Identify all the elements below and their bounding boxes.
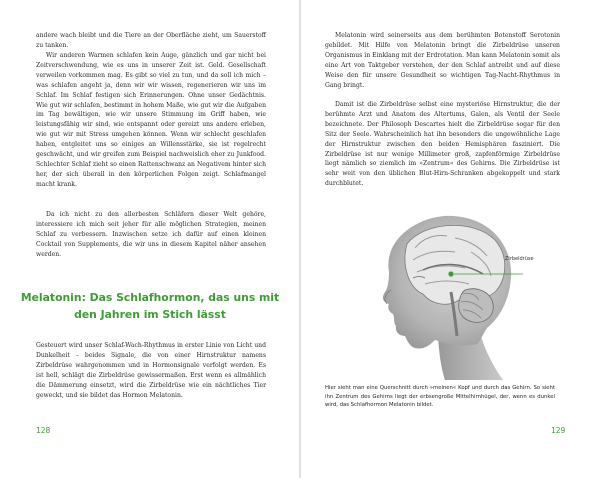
left-page — [0, 0, 299, 478]
figure-caption: Hier sieht man eine Querschnitt durch »meinen« Kopf und durch das Gehirn. So sieht ihn Zentrum des Gehirns liegt der erbsengroße Mittelhirnhügel, der, wenn es dunkel wird, das Schlafhormon Melatonin bildet. — [325, 385, 555, 409]
page-number-right: 129 — [551, 426, 566, 435]
brain-cross-section-illustration — [343, 208, 523, 380]
body-paragraph-3: Da ich nicht zu den allerbesten Schläfern dieser Welt gehöre, interessiere ich mich seit jeher für alle möglichen Strategien, meinen Schlaf zu verbessern. Inzwischen setze ich dafür auf einen kleinen Cocktail von Supplements, die wir uns in diesem Kapitel näher ansehen werden. — [36, 211, 266, 258]
body-paragraph-1: andere wach bleibt und die Tiere an der Oberfläche zieht, um Sauerstoff zu tanken. — [36, 32, 266, 49]
right-page — [301, 0, 600, 478]
body-paragraph-6: Damit ist die Zirbeldrüse selbst eine mysteriöse Hirnstruktur, die der berühmte Arzt und Anatom des Altertums, Galen, als Ventil der Seele bezeichnete. Der Philosoph Descartes hielt die Zirbeldrüse sogar für den Sitz der Seele. Wahrscheinlich hat ihn besonders die ungewöhnliche Lage der Hirnstruktur zwischen den beiden Hemisphären fasziniert. Die Zirbeldrüse ist nur wenige Millimeter groß, zapfenförmige Zirbeldrüse liegt nämlich so ziemlich im »Zentrum« des Gehirns. Die Zirbeldrüse ist sehr weit von den üblichen Blut-Hirn-Schranken abgekoppelt und stark durchblutet. — [325, 101, 560, 188]
body-paragraph-5: Melatonin wird seinerseits aus dem berühmten Botenstoff Serotonin gebildet. Mit Hilfe von Melatonin bringt die Zirbeldrüse unseren Organismus in Einklang mit der Erdrotation. Man kann Melatonin somit als eine Art von Taktgeber verstehen, der den Schlaf antreibt und auf diese Weise den für unsere Gesundheit so wichtigen Tag-Nacht-Rhythmus in Gang bringt. — [325, 32, 560, 89]
pineal-gland-marker — [448, 271, 453, 276]
body-paragraph-4: Gesteuert wird unser Schlaf-Wach-Rhythmus in erster Linie von Licht und Dunkelheit – beides Signale, die von einer Hirnstruktur namens Zirbeldrüse wahrgenommen und in Hormonsignale verfolgt werden. Es ist hell, schlägt die Zirbeldrüse gewissermaßen. Erst wenn es allmählich die Dämmerung einsetzt, wird die Zirbeldrüse wie ein nächtliches Tier geweckt, und sie bildet das Hormon Melatonin. — [36, 342, 266, 399]
body-paragraph-2: Wir anderen Warmen schlafen kein Auge, gänzlich und gar nicht bei Zeitverschwendung, wie es uns in unserer Zeit ist. Geld. Gesellschaft verweilen vorkommen mag. Es gibt so viel zu tun, und da soll ich mich – was schlafen angeht ja, denn wir wir wissen, regenerieren wir uns im Schlaf. Im Schlaf festigen sich Erinnerungen. Ohne unser Gedächtnis. Wie gut wir schlafen, bestimmt in hohem Maße, wie gut wir die Aufgaben im Tag bewältigen, wie wir unsere Stimmung im Griff haben, wie leistungsfähig wir sind, wie entspannt oder gereizt uns andere erleben, wie gut wir mit Stress umgehen können. Wenn wir schlecht geschlafen haben, entgleitet uns so einiges an Willensstärke, sie ist regelrecht geschwächt, und wir greifen zum Beispiel nachweislich eher zu Junkfood. Schlechter Schlaf zieht so einen Rattenschwanz an Negativem hinter sich her, der sich überall in den körperlichen Folgen zeigt. Schlafmangel macht krank. — [36, 52, 266, 188]
pineal-gland-label: Zirbeldrüse — [505, 256, 534, 262]
section-heading: Melatonin: Das Schlafhormon, das uns mit den Jahren im Stich lässt — [20, 291, 280, 321]
page-number-left: 128 — [36, 426, 51, 435]
